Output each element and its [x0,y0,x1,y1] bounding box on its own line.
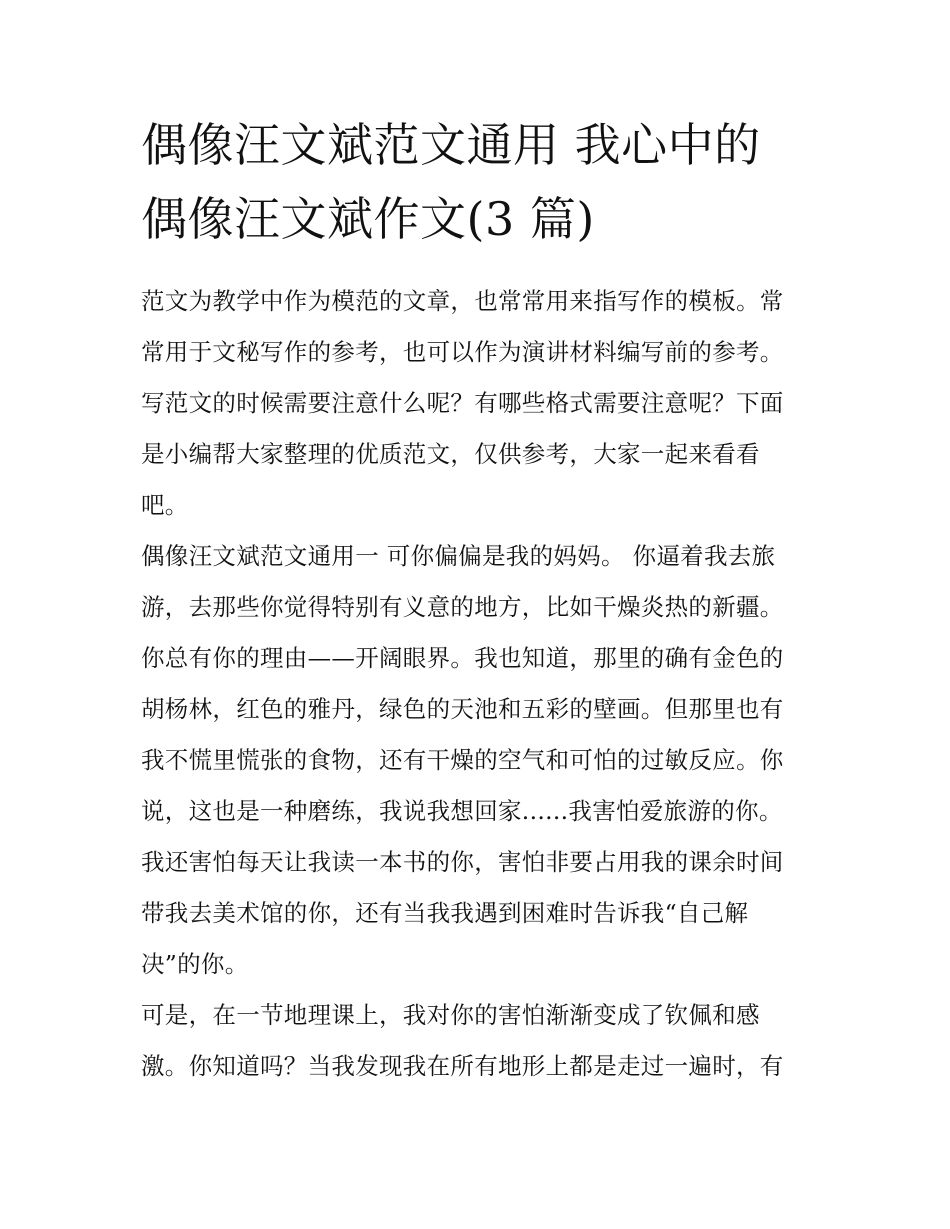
paragraph-line: 范文为教学中作为模范的文章，也常常用来指写作的模板。常 [141,287,784,315]
document-title [141,108,813,256]
paragraph-line: 我不慌里慌张的食物，还有干燥的空气和可怕的过敏反应。你 [141,746,784,774]
paragraph-line: 偶像汪文斌范文通用一 可你偏偏是我的妈妈。 你逼着我去旅 [141,542,776,570]
paragraph-line: 胡杨林，红色的雅丹，绿色的天池和五彩的壁画。但那里也有 [141,695,784,723]
paragraph-line: 吧。 [141,491,189,519]
paragraph-line: 说，这也是一种磨练，我说我想回家......我害怕爱旅游的你。 [141,797,783,825]
essay-two-paragraph [141,990,813,1092]
paragraph-line: 你总有你的理由——开阔眼界。我也知道，那里的确有金色的 [141,644,784,672]
essay-one-paragraph [141,531,813,990]
title-line-1: 偶像汪文斌范文通用 我心中的 [141,118,761,172]
paragraph-line: 带我去美术馆的你，还有当我我遇到困难时告诉我“自己解 [141,899,749,927]
paragraph-line: 决”的你。 [141,950,249,978]
document-page [141,108,813,1092]
paragraph-line: 游，去那些你觉得特别有义意的地方，比如干燥炎热的新疆。 [141,593,784,621]
title-line-2: 偶像汪文斌作文(3 篇) [141,192,595,246]
paragraph-line: 我还害怕每天让我读一本书的你，害怕非要占用我的课余时间 [141,848,784,876]
paragraph-line: 可是，在一节地理课上，我对你的害怕渐渐变成了钦佩和感 [141,1001,760,1029]
paragraph-line: 激。你知道吗？当我发现我在所有地形上都是走过一遍时，有 [141,1052,784,1080]
paragraph-line: 常用于文秘写作的参考，也可以作为演讲材料编写前的参考。 [141,338,784,366]
paragraph-line: 是小编帮大家整理的优质范文，仅供参考，大家一起来看看 [141,440,760,468]
intro-paragraph [141,276,813,531]
paragraph-line: 写范文的时候需要注意什么呢？有哪些格式需要注意呢？下面 [141,389,784,417]
